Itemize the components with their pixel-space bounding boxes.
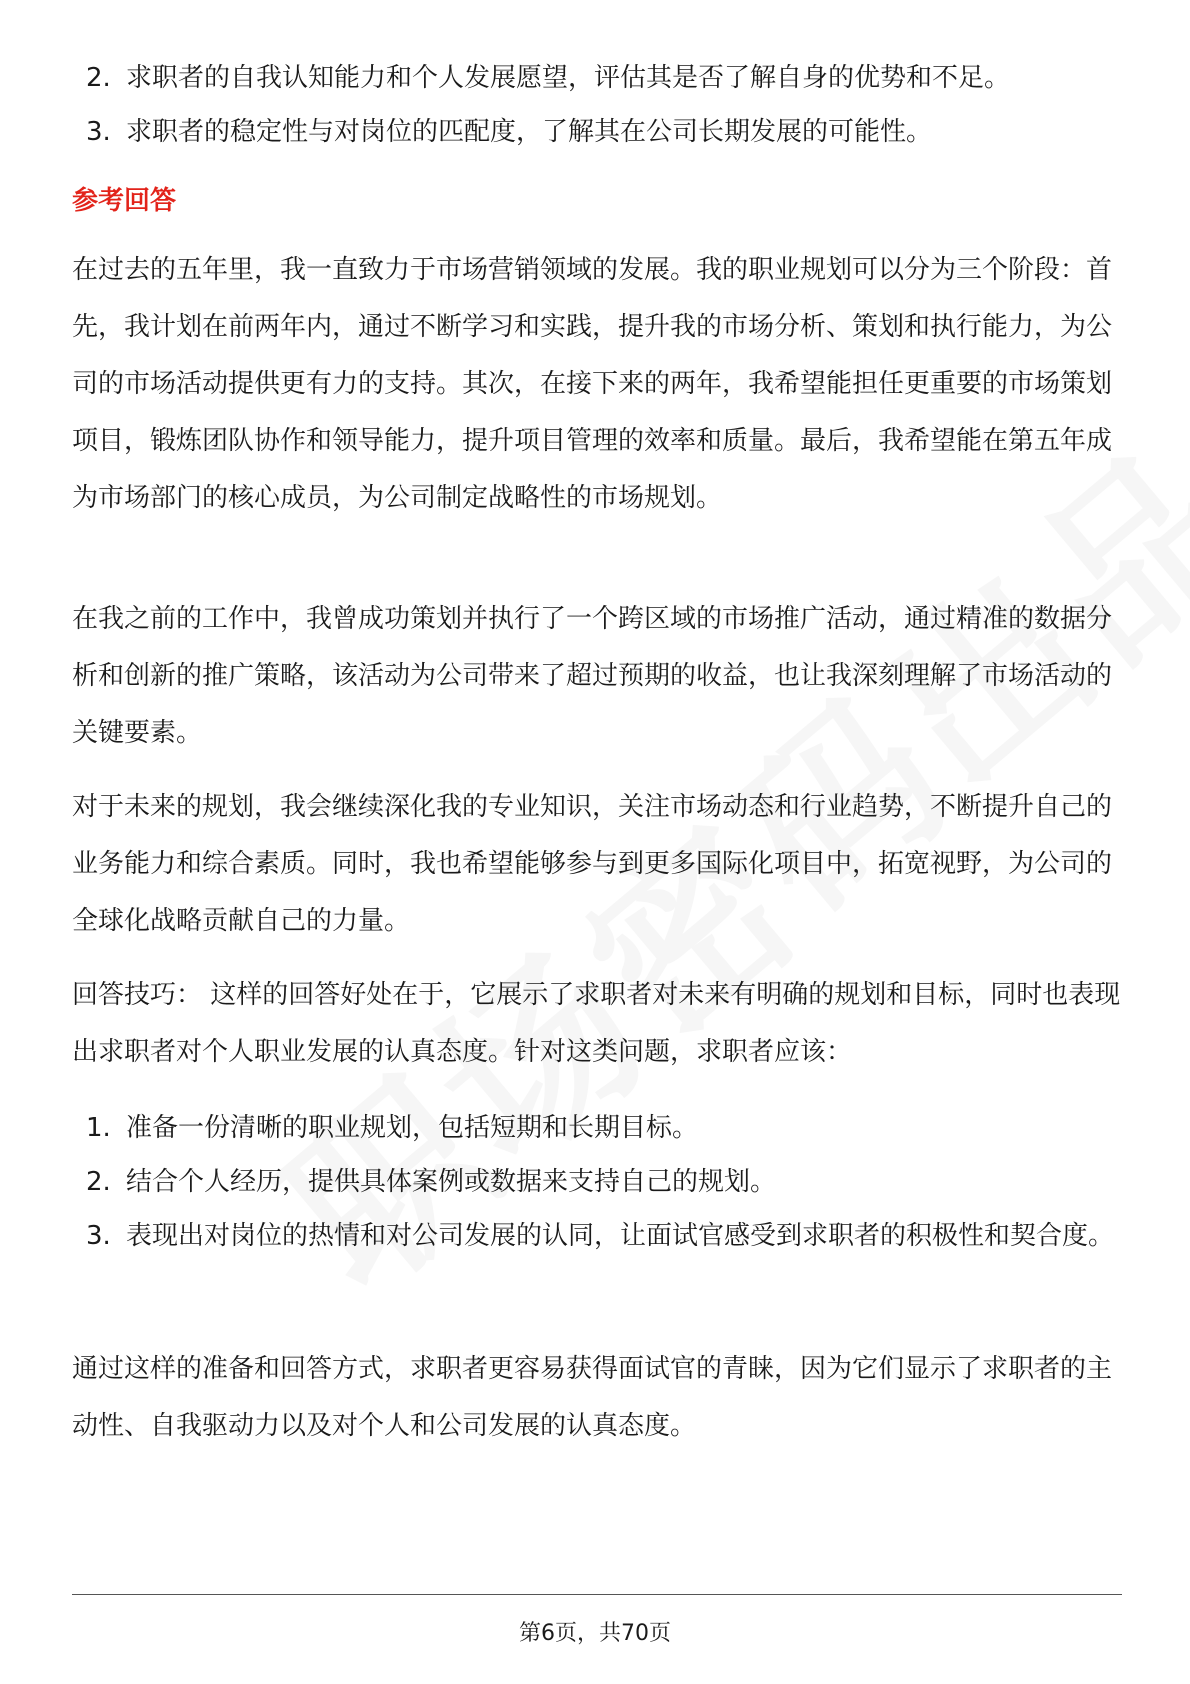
page-number: 第6页，共70页 [519, 1621, 671, 1646]
answer-paragraph-3 [72, 779, 1122, 950]
list-text: 求职者的稳定性与对岗位的匹配度，了解其在公司长期发展的可能性。 [126, 117, 933, 147]
list-text: 表现出对岗位的热情和对公司发展的认同，让面试官感受到求职者的积极性和契合度。 [126, 1221, 1115, 1251]
list-number: 2. [86, 63, 111, 93]
answer-paragraph-2 [72, 591, 1122, 762]
list-number: 3. [86, 117, 111, 147]
list-item [72, 51, 1122, 105]
list-number: 1. [86, 1113, 111, 1143]
list-item [72, 105, 1122, 159]
top-list-block [72, 51, 1122, 159]
list-number: 2. [86, 1167, 111, 1197]
list-text: 结合个人经历，提供具体案例或数据来支持自己的规划。 [126, 1167, 777, 1197]
tips-list [72, 1101, 1122, 1263]
footer-divider [72, 1594, 1122, 1595]
closing-paragraph: 通过这样的准备和回答方式，求职者更容易获得面试官的青睐，因为它们显示了求职者的主动性、自我驱动力以及对个人和公司发展的认真态度。 [72, 1354, 1113, 1441]
answer-paragraph-1 [72, 242, 1122, 527]
list-item [72, 1209, 1122, 1263]
closing-paragraph-block [72, 1341, 1122, 1455]
section-heading: 参考回答 [72, 186, 177, 216]
paragraph: 在我之前的工作中，我曾成功策划并执行了一个跨区域的市场推广活动，通过精准的数据分析和创新的推广策略，该活动为公司带来了超过预期的收益，也让我深刻理解了市场活动的关键要素。 [72, 604, 1113, 748]
tips-list-block [72, 1101, 1122, 1263]
paragraph: 回答技巧： 这样的回答好处在于，它展示了求职者对未来有明确的规划和目标，同时也表现出求职者对个人职业发展的认真态度。针对这类问题，求职者应该： [72, 980, 1121, 1067]
paragraph: 在过去的五年里，我一直致力于市场营销领域的发展。我的职业规划可以分为三个阶段：首先，我计划在前两年内，通过不断学习和实践，提升我的市场分析、策划和执行能力，为公司的市场活动提供更有力的支持。其次，在接下来的两年，我希望能担任更重要的市场策划项目，锻炼团队协作和领导能力，提升项目管理的效率和质量。最后，我希望能在第五年成为市场部门的核心成员，为公司制定战略性的市场规划。 [72, 255, 1113, 513]
list-text: 准备一份清晰的职业规划，包括短期和长期目标。 [126, 1113, 699, 1143]
list-number: 3. [86, 1221, 111, 1251]
evaluation-points-list [72, 51, 1122, 159]
list-item [72, 1155, 1122, 1209]
tips-paragraph [72, 967, 1122, 1081]
list-item [72, 1101, 1122, 1155]
list-text: 求职者的自我认知能力和个人发展愿望，评估其是否了解自身的优势和不足。 [126, 63, 1011, 93]
paragraph: 对于未来的规划，我会继续深化我的专业知识，关注市场动态和行业趋势，不断提升自己的业务能力和综合素质。同时，我也希望能够参与到更多国际化项目中，拓宽视野，为公司的全球化战略贡献自己的力量。 [72, 792, 1113, 936]
section-heading-block [72, 174, 1122, 228]
